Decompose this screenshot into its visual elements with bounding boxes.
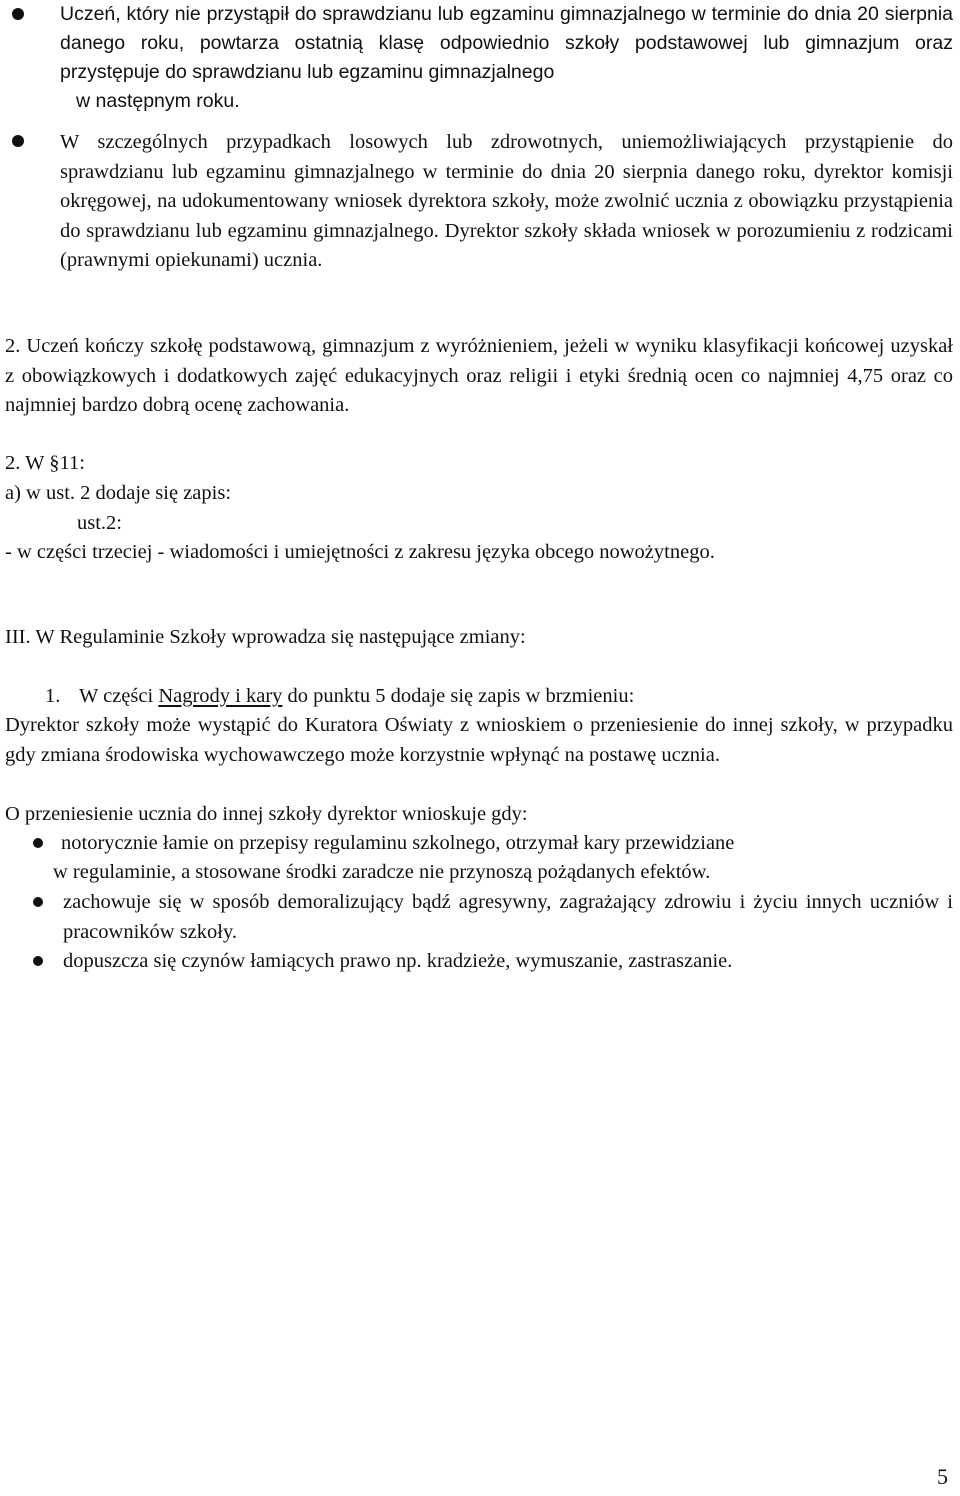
page-number: 5: [937, 1464, 948, 1489]
list-item-2: zachowuje się w sposób demoralizujący bądź agresywny, zagrażający zdrowiu i życiu innych uczniów i pracowników szkoły.: [63, 891, 953, 943]
section-2-paragraph: 2. Uczeń kończy szkołę podstawową, gimnazjum z wyróżnieniem, jeżeli w wyniku klasyfikacji końcowej uzyskał z obowiązkowych i dodatkowych zajęć edukacyjnych oraz religii i etyki średnią ocen co najmniej 4,75 oraz co najmniej bardzo dobrą ocenę zachowania.: [5, 335, 953, 416]
section-3-heading: III. W Regulaminie Szkoły wprowadza się następujące zmiany:: [5, 626, 526, 648]
bullet-1-text: Uczeń, który nie przystąpił do sprawdzianu lub egzaminu gimnazjalnego w terminie do dnia 20 sierpnia danego roku, powtarza ostatnią klasę odpowiednio szkoły podstawowej lub gimnazjum oraz przystępuje do sprawdzianu lub egzaminu gimnazjalnego: [60, 3, 953, 83]
list-item-3: dopuszcza się czynów łamiących prawo np. kradzieże, wymuszanie, zastraszanie.: [63, 950, 733, 972]
dash-item: - w części trzeciej - wiadomości i umiejętności z zakresu języka obcego nowożytnego.: [5, 541, 715, 563]
bullet-dot: [33, 897, 43, 907]
section-2-heading: 2. W §11:: [5, 452, 85, 474]
item-1-prefix: W części: [79, 685, 159, 707]
bullet-dot: [33, 956, 43, 966]
bullet-dot: [33, 838, 43, 848]
item-1-number: 1.: [45, 685, 61, 707]
item-a: a) w ust. 2 dodaje się zapis:: [5, 482, 232, 504]
list-item-1-continuation: w regulaminie, a stosowane środki zaradcze nie przynoszą pożądanych efektów.: [53, 861, 711, 883]
bullet-dot: [12, 135, 24, 147]
bullet-1-continuation: w następnym roku.: [76, 90, 240, 112]
item-1-suffix: do punktu 5 dodaje się zapis w brzmieniu:: [282, 685, 635, 707]
section-3-paragraph-1: Dyrektor szkoły może wystąpić do Kuratora Oświaty z wnioskiem o przeniesienie do innej szkoły, w przypadku gdy zmiana środowiska wychowawczego może korzystnie wpłynąć na postawę ucznia.: [5, 714, 953, 766]
list-item-1: notorycznie łamie on przepisy regulaminu szkolnego, otrzymał kary przewidziane: [61, 832, 735, 854]
ust-label: ust.2:: [77, 512, 122, 534]
bullet-dot: [12, 8, 24, 20]
section-3-paragraph-2: O przeniesienie ucznia do innej szkoły dyrektor wnioskuje gdy:: [5, 803, 528, 825]
bullet-2-text: W szczególnych przypadkach losowych lub zdrowotnych, uniemożliwiających przystąpienie do sprawdzianu lub egzaminu gimnazjalnego w terminie do dnia 20 sierpnia danego roku, dyrektor komisji okręgowej, na udokumentowany wniosek dyrektora szkoły, może zwolnić ucznia z obowiązku przystąpienia do sprawdzianu lub egzaminu gimnazjalnego. Dyrektor szkoły składa wniosek w porozumieniu z rodzicami (prawnymi opiekunami) ucznia.: [60, 131, 953, 271]
item-1-text: [79, 682, 634, 712]
item-1-underlined-title: Nagrody i kary: [158, 685, 283, 707]
